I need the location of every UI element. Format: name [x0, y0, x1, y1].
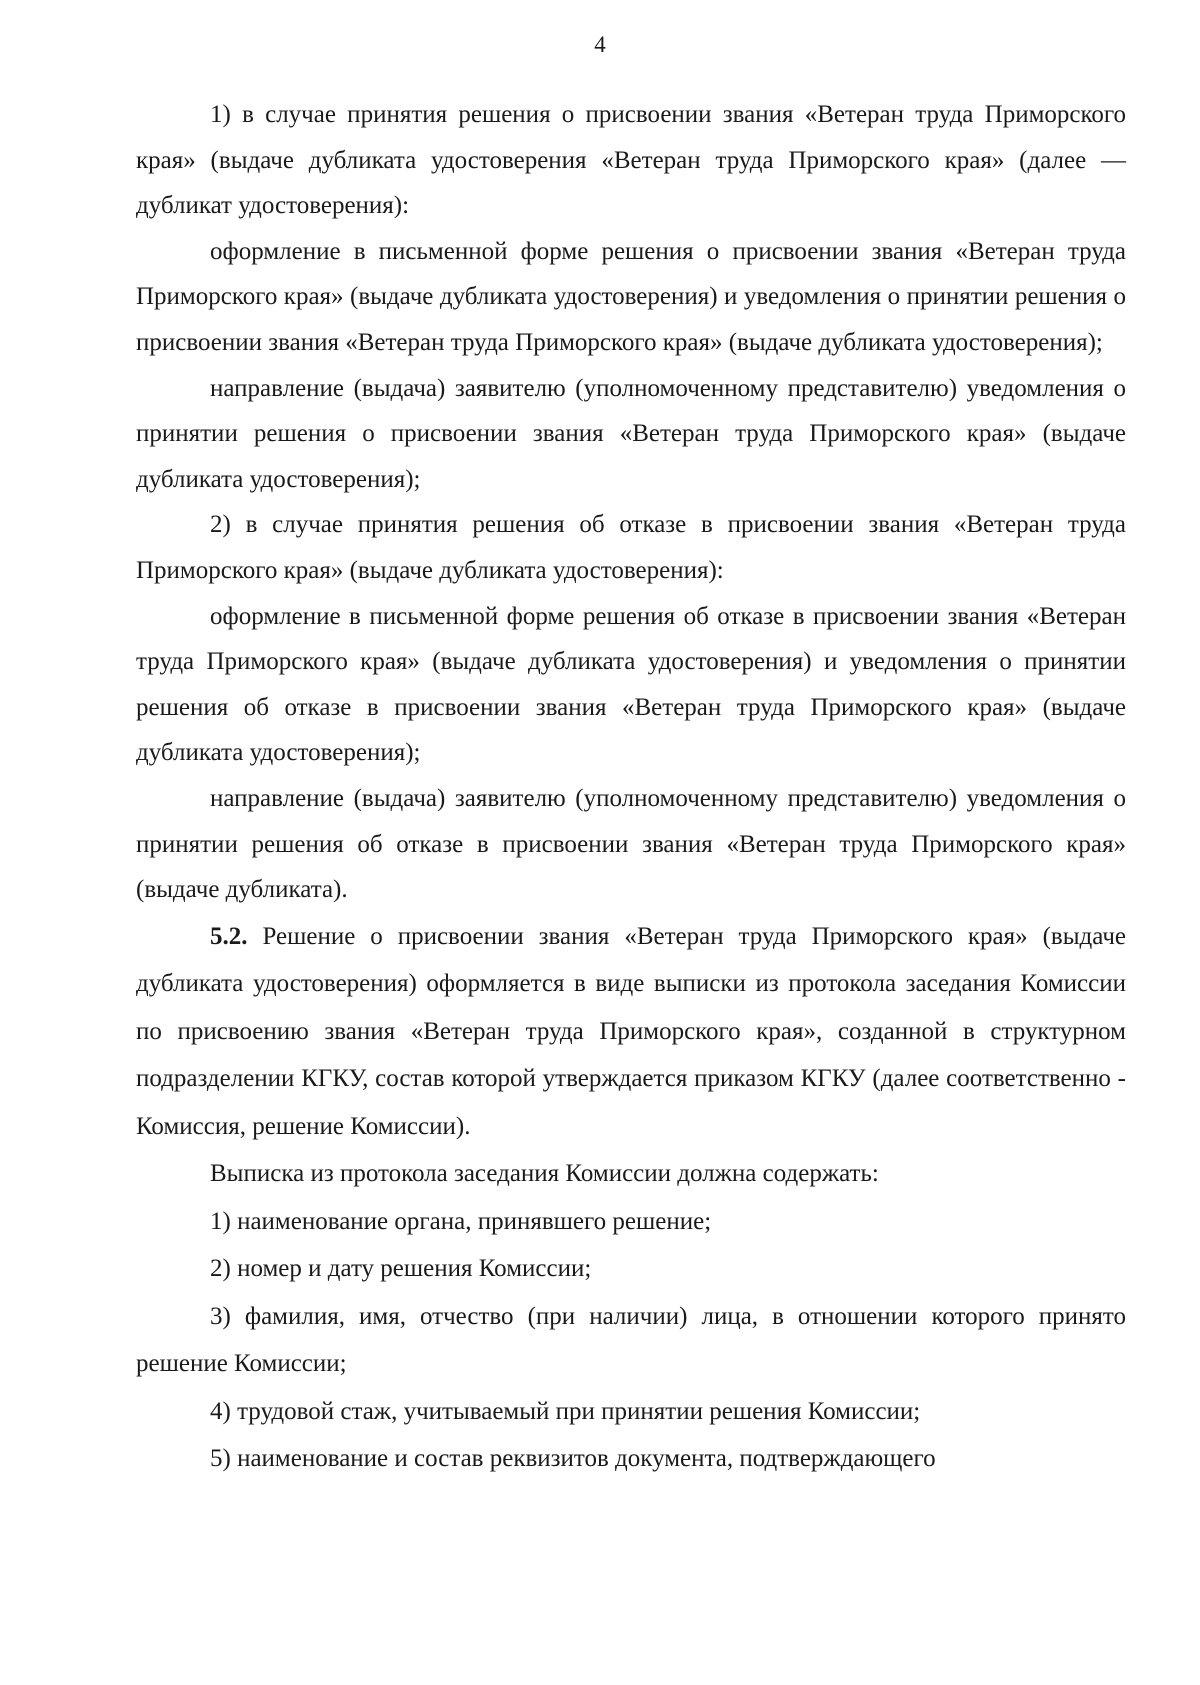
list-item	[136, 1388, 1126, 1436]
paragraph-text: оформление в письменной форме решения о присвоении звания «Ветеран труда Приморского края» (выдаче дубликата удостоверения) и уведомления о принятии решения о присвоении звания «Ветеран труда Приморского края» (выдаче дубликата удостоверения);	[136, 237, 1126, 356]
paragraph	[136, 92, 1126, 229]
paragraph-text: Решение о присвоении звания «Ветеран труда Приморского края» (выдаче дубликата удостоверения) оформляется в виде выписки из протокола заседания Комиссии по присвоению звания «Ветеран труда Приморского края», созданной в структурном подразделении КГКУ, состав которой утверждается приказом КГКУ (далее соответственно - Комиссия, решение Комиссии).	[136, 922, 1126, 1140]
paragraph	[136, 1150, 1126, 1198]
section-number: 5.2.	[210, 922, 248, 950]
list-item	[136, 1198, 1126, 1246]
list-item	[136, 1293, 1126, 1388]
section-paragraph	[136, 913, 1126, 1151]
paragraph-text: направление (выдача) заявителю (уполномоченному представителю) уведомления о принятии решения об отказе в присвоении звания «Ветеран труда Приморского края» (выдаче дубликата).	[136, 784, 1126, 904]
paragraph-text: 2) в случае принятия решения об отказе в присвоении звания «Ветеран труда Приморского края» (выдаче дубликата удостоверения):	[136, 511, 1126, 584]
document-body	[136, 92, 1126, 1483]
paragraph-text: 1) в случае принятия решения о присвоении звания «Ветеран труда Приморского края» (выдаче дубликата удостоверения «Ветеран труда Приморского края» (далее — дубликат удостоверения):	[136, 101, 1126, 220]
paragraph	[136, 502, 1126, 593]
paragraph	[136, 229, 1126, 366]
paragraph-text: 1) наименование органа, принявшего решение;	[210, 1207, 712, 1235]
paragraph	[136, 776, 1126, 913]
page-number: 4	[594, 32, 606, 57]
paragraph-text: 4) трудовой стаж, учитываемый при принятии решения Комиссии;	[210, 1397, 921, 1425]
list-item	[136, 1245, 1126, 1293]
list-item	[136, 1435, 1126, 1483]
paragraph-text: 2) номер и дату решения Комиссии;	[210, 1255, 592, 1283]
paragraph-text: 5) наименование и состав реквизитов документа, подтверждающего	[210, 1445, 936, 1473]
paragraph	[136, 366, 1126, 503]
paragraph-text: Выписка из протокола заседания Комиссии должна содержать:	[210, 1160, 879, 1188]
paragraph-text: направление (выдача) заявителю (уполномоченному представителю) уведомления о принятии решения о присвоении звания «Ветеран труда Приморского края» (выдаче дубликата удостоверения);	[136, 374, 1126, 493]
paragraph-text: оформление в письменной форме решения об отказе в присвоении звания «Ветеран труда Приморского края» (выдаче дубликата удостоверения) и уведомления о принятии решения об отказе в присвоении звания «Ветеран труда Приморского края» (выдаче дубликата удостоверения);	[136, 602, 1126, 767]
paragraph-text: 3) фамилия, имя, отчество (при наличии) лица, в отношении которого принято решение Комиссии;	[136, 1302, 1126, 1378]
paragraph	[136, 594, 1126, 776]
